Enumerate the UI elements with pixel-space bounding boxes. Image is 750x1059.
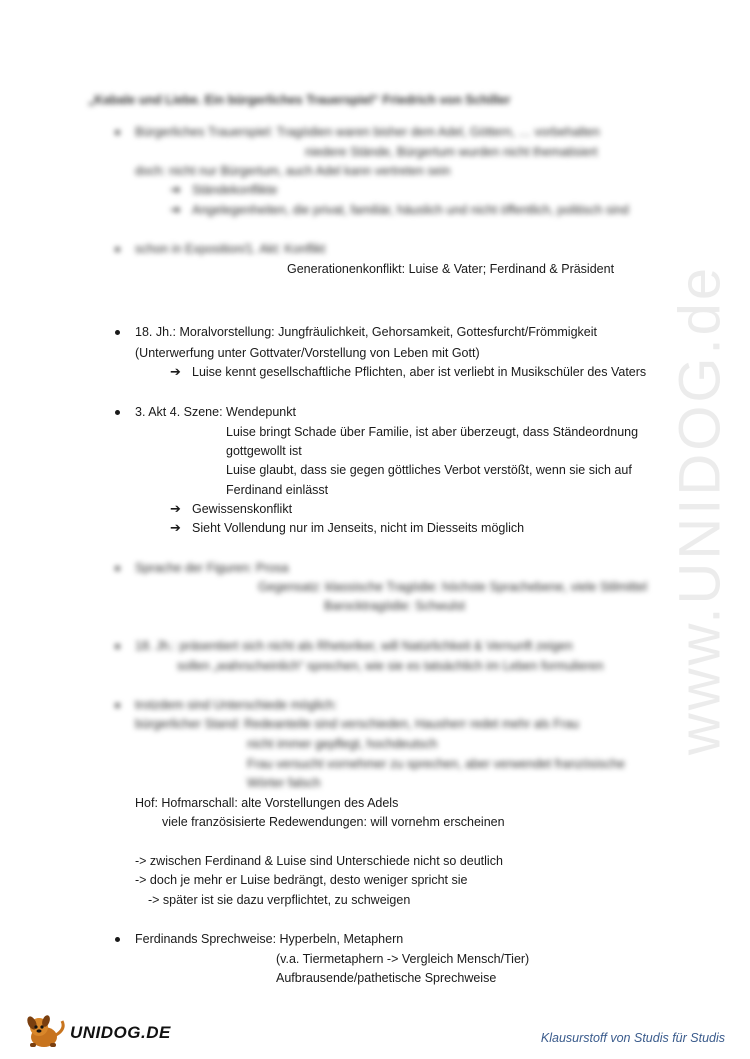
text-line: Gegensatz: klassische Tragödie: höchste Sprachebene, viele Stilmittel [258,580,648,594]
arrow-icon: ➔ [170,520,181,535]
text-line: -> doch je mehr er Luise bedrängt, desto weniger spricht sie [135,873,468,887]
arrow-text: Angelegenheiten, die privat, familiär, häuslich und nicht öffentlich, politisch sind [192,203,629,217]
arrow-text: Sieht Vollendung nur im Jenseits, nicht im Diesseits möglich [192,521,525,535]
text-line: gottgewollt ist [226,444,302,458]
arrow-text: Ständekonflikte [192,183,278,197]
text-line: bürgerlicher Stand: Redeanteile sind verschieden, Hausherr redet mehr als Frau [135,717,579,731]
text-line: Wörter falsch [247,776,321,790]
text-line: sollen „wahrscheinlich“ sprechen, wie sie es tatsächlich im Leben formulieren [177,659,604,673]
watermark: www.UNIDOG.de [667,264,733,756]
text-line: Hof: Hofmarschall: alte Vorstellungen des Adels [135,796,399,810]
arrow-icon: ➔ [170,364,181,379]
text-line: -> später ist sie dazu verpflichtet, zu schweigen [148,893,411,907]
arrow-icon: ➔ [170,202,181,217]
text-line: Generationenkonflikt: Luise & Vater; Ferdinand & Präsident [287,262,615,276]
bullet-text: Bürgerliches Trauerspiel: Tragödien waren bisher dem Adel, Göttern, … vorbehalten [135,125,600,139]
text-line: Barocktragödie: Schwulst [324,599,466,613]
text-line: nicht immer gepflegt, hochdeutsch [247,737,438,751]
bullet-text: Ferdinands Sprechweise: Hyperbeln, Metaphern [135,932,404,946]
arrow-text: Luise kennt gesellschaftliche Pflichten, aber ist verliebt in Musikschüler des Vaters [192,365,647,379]
logo-text: UNIDOG.DE [70,1023,171,1042]
dog-mascot-icon [22,1015,68,1049]
arrow-text: Gewissenskonflikt [192,502,293,516]
arrow-icon: ➔ [170,501,181,516]
text-line: Luise glaubt, dass sie gegen göttliches Verbot verstößt, wenn sie sich auf [226,463,632,477]
text-line: (v.a. Tiermetaphern -> Vergleich Mensch/Tier) [276,952,530,966]
text-line: Luise bringt Schade über Familie, ist aber überzeugt, dass Ständeordnung [226,425,639,439]
bullet-text: 3. Akt 4. Szene: Wendepunkt [135,405,296,419]
text-line: Ferdinand einlässt [226,483,329,497]
text-line: Aufbrausende/pathetische Sprechweise [276,971,497,985]
text-line: viele französisierte Redewendungen: will vornehm erscheinen [162,815,505,829]
bullet-text: trotzdem sind Unterschiede möglich: [135,698,338,712]
footer-slogan: Klausurstoff von Studis für Studis [540,1031,725,1045]
text-line: doch: nicht nur Bürgertum, auch Adel kann vertreten sein [135,164,451,178]
arrow-icon: ➔ [170,182,181,197]
text-line: Frau versucht vornehmer zu sprechen, aber verwendet französische [247,757,625,771]
text-line: -> zwischen Ferdinand & Luise sind Unterschiede nicht so deutlich [135,854,503,868]
bullet-text: schon in Exposition/1. Akt: Konflikt [135,242,326,256]
text-line: niedere Stände, Bürgertum wurden nicht thematisiert [305,145,598,159]
text-line: (Unterwerfung unter Gottvater/Vorstellung von Leben mit Gott) [135,346,480,360]
document-title: „Kabale und Liebe. Ein bürgerliches Trauerspiel“ Friedrich von Schiller [88,93,511,107]
unidog-logo [22,1015,171,1049]
bullet-text: 18. Jh.: präsentiert sich nicht als Rhetoriker, will Natürlichkeit & Vernunft zeigen [135,639,573,653]
bullet-text: 18. Jh.: Moralvorstellung: Jungfräulichkeit, Gehorsamkeit, Gottesfurcht/Frömmigkeit [135,325,597,339]
bullet-text: Sprache der Figuren: Prosa [135,561,289,575]
